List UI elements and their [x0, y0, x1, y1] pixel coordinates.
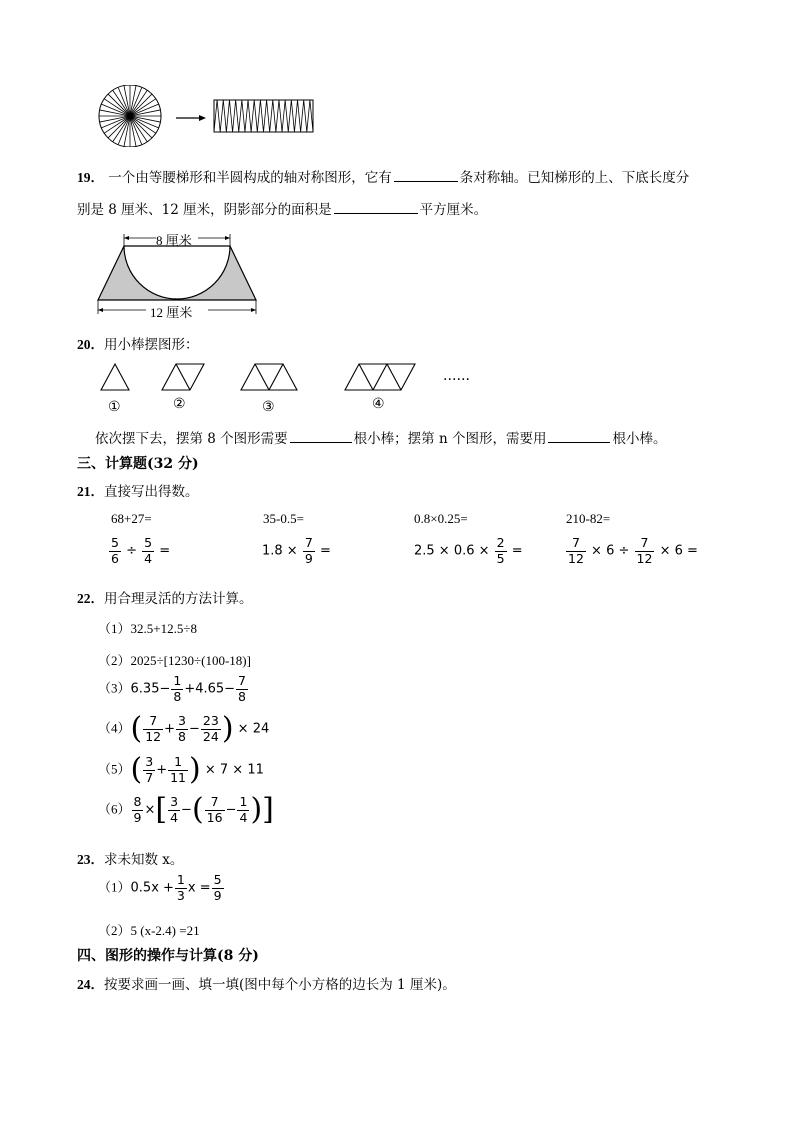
paren-close: ) [250, 792, 263, 827]
denominator: 7 [145, 769, 154, 785]
numerator: 1 [173, 673, 182, 688]
q21-title: 直接写出得数。 [104, 484, 199, 500]
q19-blank-area[interactable] [334, 212, 418, 214]
denominator: 4 [144, 550, 153, 566]
paren-open: ( [130, 752, 143, 787]
q22-part-2 [98, 650, 251, 669]
q24-title-line [77, 973, 456, 993]
q19-blank-axes[interactable] [394, 180, 458, 182]
q20-text-b: 根小棒；摆第 n 个图形，需要用 [353, 431, 547, 447]
strip-zigzag [214, 100, 313, 132]
stick-figures [96, 360, 486, 418]
circle-rearrangement-svg [96, 85, 321, 147]
numerator: 7 [304, 535, 313, 550]
frac [566, 537, 586, 565]
denominator: 11 [170, 769, 186, 785]
stick-triangles-svg [96, 360, 486, 418]
bracket-close: ] [262, 792, 274, 827]
operator: + [164, 721, 176, 737]
part-label: （1） [98, 879, 131, 895]
q20-blank-8th[interactable] [290, 441, 352, 443]
denominator: 4 [239, 809, 248, 825]
frac [142, 537, 154, 565]
expr-tail: × 24 [237, 721, 270, 737]
frac [168, 756, 188, 784]
q21-r2-c3 [414, 537, 523, 565]
part-label: （3） [98, 680, 131, 696]
equals: = [511, 543, 523, 559]
paren-close: ) [221, 711, 234, 746]
q22-part-1 [98, 618, 197, 637]
q20-title-line [77, 333, 199, 353]
q22-part-6 [98, 792, 274, 827]
q19-text-1b: 条对称轴。已知梯形的上、下底长度分 [459, 170, 690, 186]
frac [171, 675, 183, 703]
q21-r2-c1 [108, 537, 170, 565]
numerator: 7 [238, 673, 246, 688]
part-label: （1） [98, 621, 131, 636]
section-3-heading: 三、计算题(32 分) [77, 456, 199, 472]
denominator: 12 [568, 550, 584, 566]
frac [175, 874, 187, 902]
denominator: 8 [178, 728, 186, 744]
numerator: 5 [111, 535, 119, 550]
q21-r2-c2 [262, 537, 331, 565]
q19-line1 [77, 166, 689, 186]
q20-question-line [95, 427, 666, 447]
numerator: 23 [202, 713, 219, 728]
expr-text: +4.65− [184, 681, 236, 697]
label-top-base: 8 厘米 [156, 233, 192, 248]
paren-open: ( [191, 792, 204, 827]
frac [495, 537, 507, 565]
arrow-head [199, 115, 206, 121]
q19-text-2b: 平方厘米。 [419, 202, 488, 218]
q19-text-1a: 一个由等腰梯形和半圆构成的轴对称图形，它有 [108, 170, 392, 186]
frac [109, 537, 121, 565]
q23-part-1 [98, 874, 225, 902]
operator: − [181, 802, 192, 818]
q20-number: 20． [77, 337, 104, 352]
frac [236, 675, 248, 703]
numerator: 3 [178, 713, 186, 728]
equals: = [159, 543, 171, 559]
operator: × [144, 802, 156, 818]
expr-middle: × 6 ÷ [591, 543, 630, 559]
q21-title-line [77, 480, 199, 500]
sector-radius [108, 116, 130, 138]
expr-text: x = [187, 880, 211, 896]
part-label: （2） [98, 653, 131, 668]
circle-center [127, 113, 133, 119]
expr-tail: × 6 = [659, 543, 698, 559]
q22-title-line [77, 587, 253, 607]
numerator: 1 [168, 756, 188, 771]
q20-title: 用小棒摆图形： [104, 337, 199, 353]
ellipsis: …… [443, 368, 470, 384]
label-bottom-base: 12 厘米 [150, 305, 193, 320]
operator: + [156, 762, 168, 778]
numerator: 7 [566, 537, 586, 552]
denominator: 6 [111, 550, 119, 566]
q23-title: 求未知数 x。 [104, 852, 184, 868]
figure-1-triangle [101, 364, 129, 390]
numerator: 3 [145, 754, 154, 769]
frac [168, 796, 180, 824]
operator: − [189, 721, 200, 737]
sector-radius [130, 116, 152, 138]
numerator: 2 [496, 535, 505, 550]
part-label: （2） [98, 923, 131, 938]
frac [201, 715, 221, 743]
numerator: 5 [144, 535, 153, 550]
marker-1: ① [108, 399, 121, 415]
q21-r2-c4 [565, 537, 698, 565]
paren-open: ( [130, 711, 143, 746]
frac [132, 796, 144, 824]
sector-radius [108, 94, 130, 116]
paren-close: ) [189, 752, 201, 787]
q21-number: 21． [77, 484, 104, 499]
q23-number: 23． [77, 852, 104, 867]
q19-line2 [77, 198, 487, 218]
q23-title-line [77, 848, 183, 868]
q21-r1-c1: 68+27= [111, 511, 152, 526]
q22-part-4 [98, 711, 270, 746]
q24-number: 24． [77, 977, 104, 992]
q22-title: 用合理灵活的方法计算。 [104, 591, 253, 607]
denominator: 16 [206, 809, 223, 825]
q22-part-3 [98, 675, 249, 703]
denominator: 24 [202, 728, 219, 744]
denominator: 9 [133, 809, 142, 825]
denominator: 8 [238, 688, 246, 704]
q19-text-2a: 别是 8 厘米、12 厘米，阴影部分的面积是 [77, 202, 332, 218]
expr-text: 6.35− [130, 681, 171, 697]
part-label: （5） [98, 761, 131, 777]
frac [143, 756, 155, 784]
circle-rearrangement-figure [96, 85, 321, 147]
q24-title: 按要求画一画、填一填(图中每个小方格的边长为 1 厘米)。 [104, 977, 456, 993]
expression: 2025÷[1230÷(100-18)] [130, 653, 251, 668]
part-label: （4） [98, 720, 131, 736]
q22-part-5 [98, 752, 264, 787]
q21-r1-c2: 35-0.5= [263, 511, 304, 526]
marker-4: ④ [372, 396, 385, 412]
figure-3-trapezoid [241, 364, 297, 390]
q20-blank-nth[interactable] [548, 441, 610, 443]
numerator: 7 [205, 796, 225, 811]
denominator: 8 [173, 688, 182, 704]
numerator: 1 [176, 872, 185, 887]
q22-number: 22． [77, 591, 104, 606]
frac [303, 537, 315, 565]
denominator: 12 [636, 550, 653, 566]
numerator: 1 [239, 794, 248, 809]
denominator: 5 [496, 550, 505, 566]
expression: 32.5+12.5÷8 [130, 621, 197, 636]
frac [176, 715, 188, 743]
q19-number: 19． [77, 170, 104, 185]
numerator: 3 [170, 794, 179, 809]
trapezoid-semicircle-figure [94, 228, 260, 320]
bracket-open: [ [155, 792, 168, 827]
sector-radius [130, 94, 152, 116]
frac [635, 537, 655, 565]
numerator: 7 [143, 715, 163, 730]
equals: = [319, 543, 331, 559]
numerator: 7 [635, 537, 655, 552]
marker-3: ③ [262, 399, 275, 415]
operator: − [225, 802, 237, 818]
q20-text-a: 依次摆下去，摆第 8 个图形需要 [95, 431, 288, 447]
numerator: 8 [133, 794, 142, 809]
q20-text-c: 根小棒。 [612, 431, 667, 447]
denominator: 9 [213, 887, 222, 903]
marker-2: ② [173, 396, 186, 412]
expr-prefix: 2.5 × 0.6 × [414, 543, 490, 559]
q23-part-2 [98, 920, 200, 939]
part-label: （6） [98, 801, 131, 817]
frac [237, 796, 249, 824]
expr-text: 0.5x + [130, 880, 174, 896]
expr-tail: × 7 × 11 [204, 762, 264, 778]
denominator: 3 [176, 887, 185, 903]
expr-prefix: 1.8 × [262, 543, 298, 559]
denominator: 9 [304, 550, 313, 566]
operator: ÷ [126, 543, 137, 559]
section-4-heading: 四、图形的操作与计算(8 分) [77, 948, 259, 964]
frac [205, 796, 225, 824]
numerator: 5 [213, 872, 222, 887]
q21-r1-c3: 0.8×0.25= [414, 511, 468, 526]
denominator: 4 [170, 809, 179, 825]
q21-r1-c4: 210-82= [566, 511, 611, 526]
denominator: 12 [145, 728, 162, 744]
expression: 5 (x-2.4) =21 [130, 923, 200, 938]
frac [212, 874, 224, 902]
frac [143, 715, 163, 743]
